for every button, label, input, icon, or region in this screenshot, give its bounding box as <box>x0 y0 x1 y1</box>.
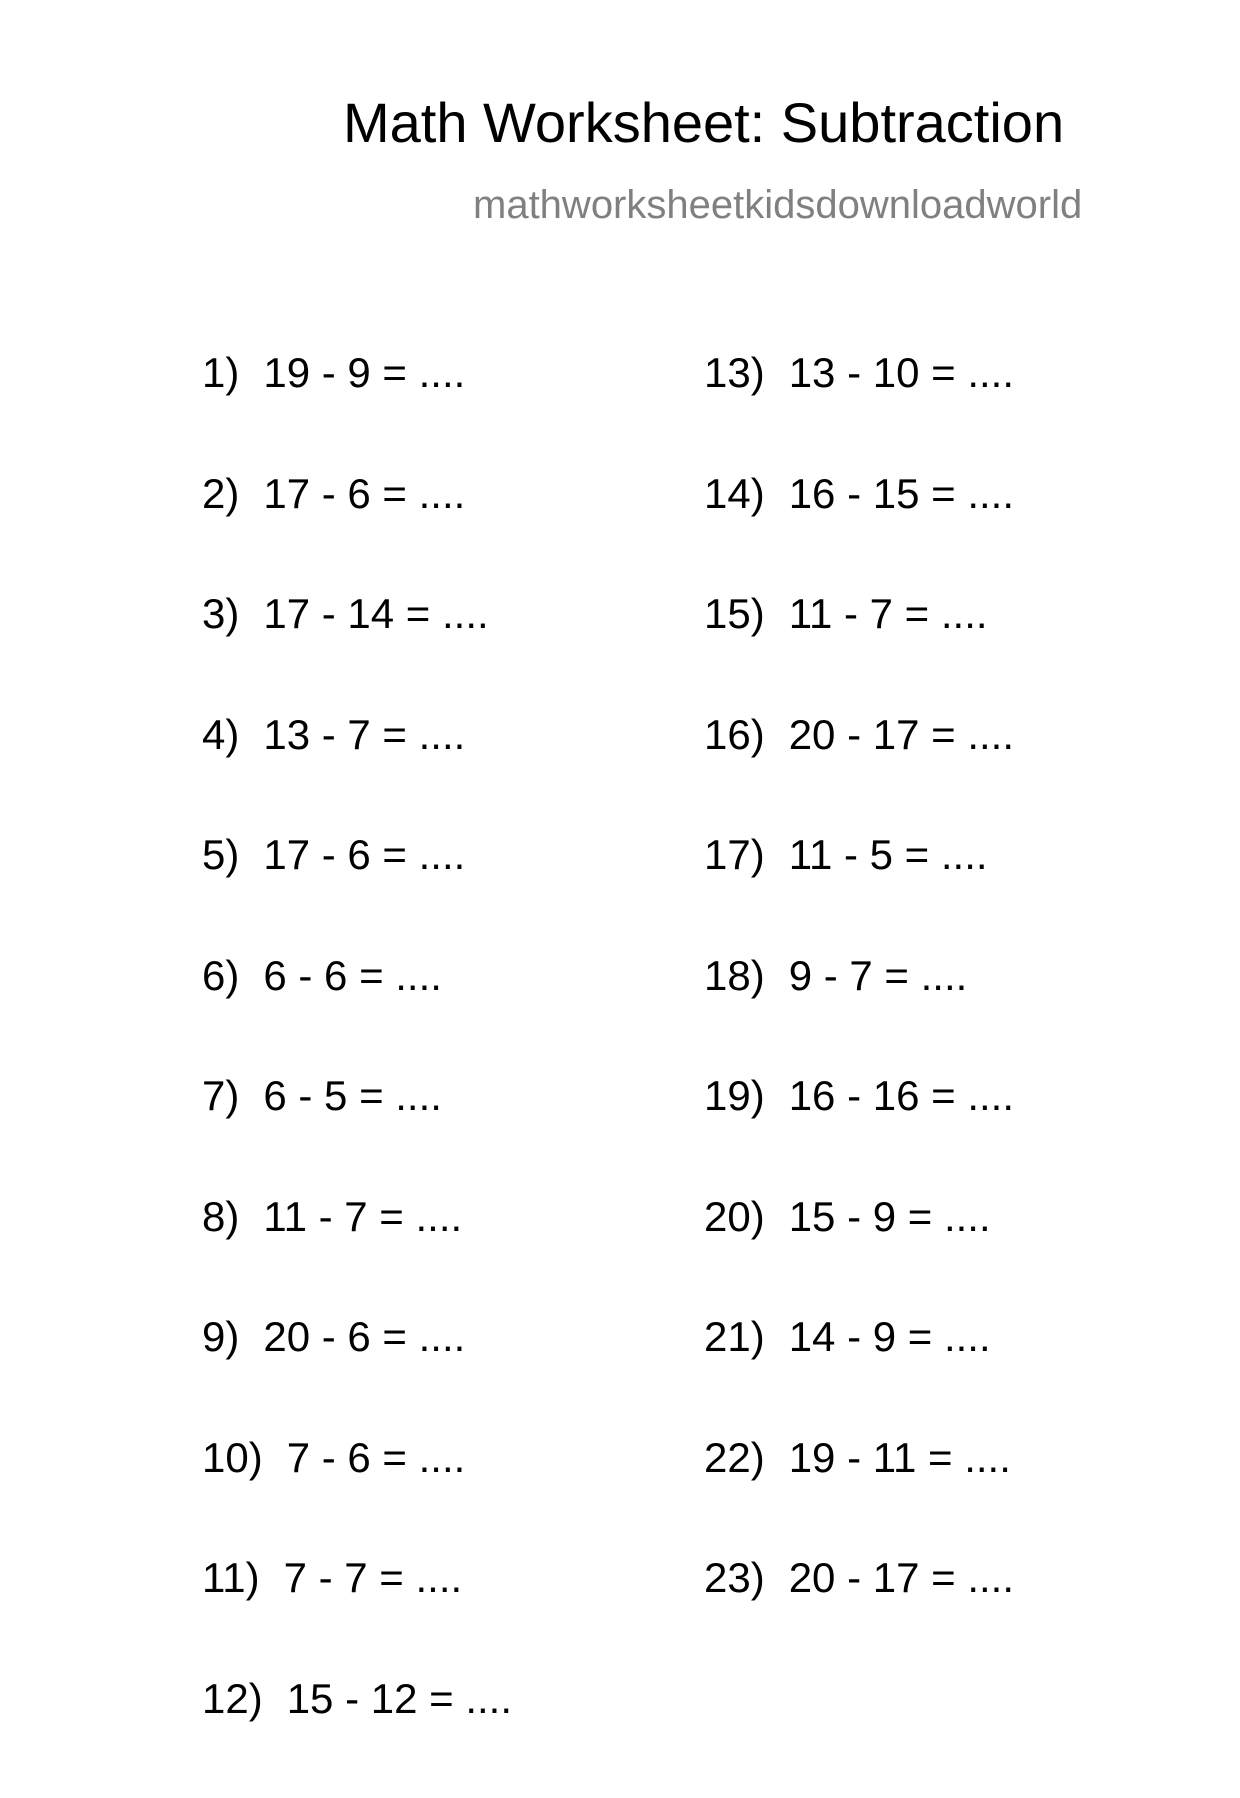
problem-item <box>704 1196 1014 1317</box>
problem-expression: 7 - 6 = .... <box>287 1437 466 1479</box>
problem-number: 8) <box>202 1196 239 1238</box>
problem-item <box>704 1557 1014 1678</box>
problems-column-left <box>202 352 512 1798</box>
problem-item <box>202 955 512 1076</box>
problem-item <box>202 352 512 473</box>
problem-item <box>202 1437 512 1558</box>
problem-number: 16) <box>704 714 765 756</box>
problem-number: 11) <box>202 1557 260 1599</box>
problem-expression: 6 - 5 = .... <box>263 1075 442 1117</box>
problem-number: 10) <box>202 1437 263 1479</box>
problem-number: 9) <box>202 1316 239 1358</box>
problem-number: 2) <box>202 473 239 515</box>
problem-expression: 19 - 9 = .... <box>263 352 465 394</box>
problems-column-right <box>704 352 1014 1678</box>
problem-expression: 20 - 6 = .... <box>263 1316 465 1358</box>
problem-item <box>704 1316 1014 1437</box>
problem-number: 17) <box>704 834 765 876</box>
problem-number: 14) <box>704 473 765 515</box>
problem-expression: 6 - 6 = .... <box>263 955 442 997</box>
problem-expression: 13 - 10 = .... <box>789 352 1014 394</box>
problem-number: 12) <box>202 1678 263 1720</box>
problem-number: 18) <box>704 955 765 997</box>
problem-number: 20) <box>704 1196 765 1238</box>
problem-expression: 13 - 7 = .... <box>263 714 465 756</box>
problem-item <box>704 1075 1014 1196</box>
problem-expression: 15 - 12 = .... <box>287 1678 512 1720</box>
problem-expression: 17 - 6 = .... <box>263 834 465 876</box>
problem-item <box>704 352 1014 473</box>
problem-number: 7) <box>202 1075 239 1117</box>
problem-item <box>704 1437 1014 1558</box>
problem-expression: 17 - 6 = .... <box>263 473 465 515</box>
problem-number: 5) <box>202 834 239 876</box>
problem-expression: 14 - 9 = .... <box>789 1316 991 1358</box>
problem-item <box>704 473 1014 594</box>
problem-number: 22) <box>704 1437 765 1479</box>
problem-number: 13) <box>704 352 765 394</box>
problem-item <box>202 1316 512 1437</box>
problem-expression: 20 - 17 = .... <box>789 714 1014 756</box>
problem-expression: 20 - 17 = .... <box>789 1557 1014 1599</box>
problem-item <box>704 714 1014 835</box>
problem-item <box>704 593 1014 714</box>
problem-item <box>202 714 512 835</box>
problem-item <box>202 593 512 714</box>
worksheet-title: Math Worksheet: Subtraction <box>343 95 1064 151</box>
problem-expression: 11 - 5 = .... <box>789 834 988 876</box>
problem-expression: 17 - 14 = .... <box>263 593 488 635</box>
problem-item <box>202 1557 512 1678</box>
problem-number: 23) <box>704 1557 765 1599</box>
problem-expression: 11 - 7 = .... <box>789 593 988 635</box>
problem-expression: 19 - 11 = .... <box>789 1437 1011 1479</box>
problem-item <box>202 1196 512 1317</box>
problem-item <box>202 473 512 594</box>
problem-item <box>202 1678 512 1798</box>
problem-number: 21) <box>704 1316 765 1358</box>
problem-expression: 16 - 16 = .... <box>789 1075 1014 1117</box>
problem-expression: 15 - 9 = .... <box>789 1196 991 1238</box>
problem-item <box>704 955 1014 1076</box>
problem-number: 1) <box>202 352 239 394</box>
problem-number: 4) <box>202 714 239 756</box>
problem-number: 19) <box>704 1075 765 1117</box>
problem-item <box>202 1075 512 1196</box>
problem-item <box>704 834 1014 955</box>
problem-expression: 9 - 7 = .... <box>789 955 968 997</box>
problem-number: 6) <box>202 955 239 997</box>
problem-number: 15) <box>704 593 765 635</box>
problem-expression: 16 - 15 = .... <box>789 473 1014 515</box>
problem-expression: 11 - 7 = .... <box>263 1196 462 1238</box>
problem-number: 3) <box>202 593 239 635</box>
problem-expression: 7 - 7 = .... <box>284 1557 463 1599</box>
source-watermark: mathworksheetkidsdownloadworld <box>473 185 1082 225</box>
problem-item <box>202 834 512 955</box>
